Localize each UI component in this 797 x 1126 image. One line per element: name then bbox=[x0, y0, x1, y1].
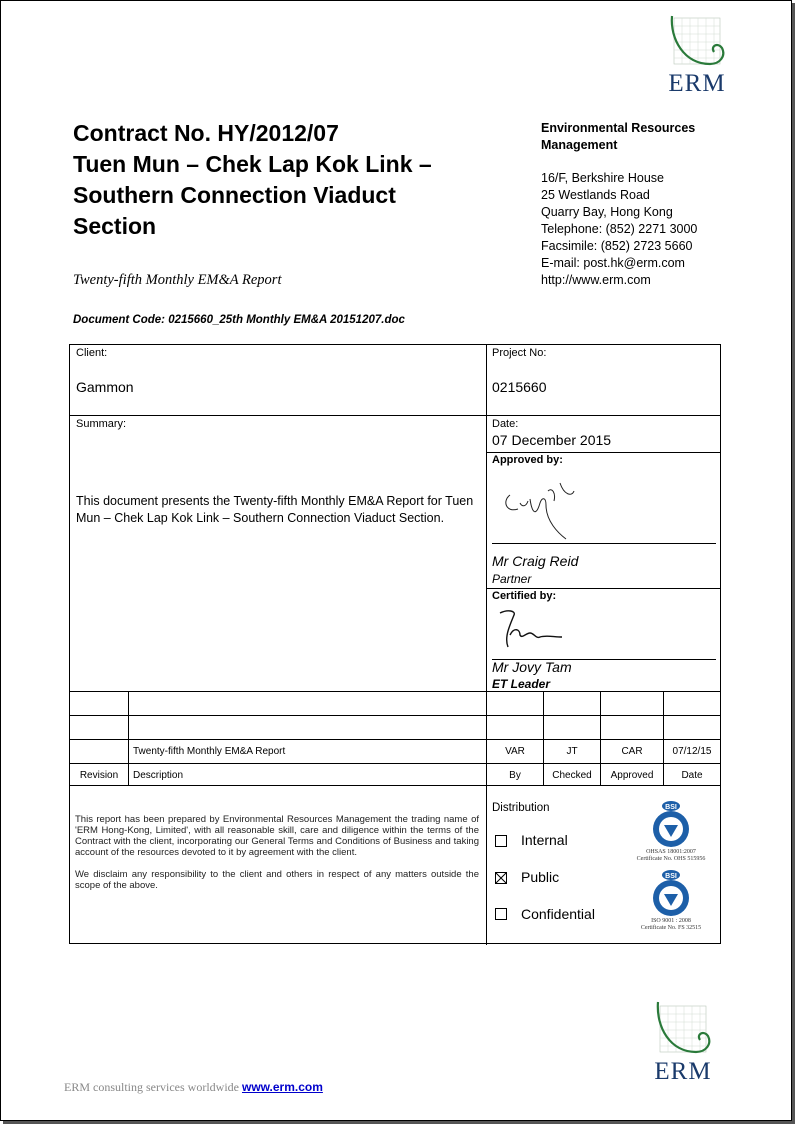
address-line: 16/F, Berkshire House bbox=[541, 171, 664, 185]
footer-text: ERM consulting services worldwide bbox=[64, 1080, 239, 1094]
revision-description: Twenty-fifth Monthly EM&A Report bbox=[133, 746, 286, 757]
checkmark-x-icon bbox=[496, 873, 506, 883]
certified-by-label: Certified by: bbox=[492, 590, 557, 602]
public-checkbox[interactable] bbox=[495, 872, 507, 884]
document-code: Document Code: 0215660_25th Monthly EM&A 20151207.doc bbox=[73, 314, 405, 326]
ohsas-certificate: Certificate No. OHS 515956 bbox=[636, 856, 706, 862]
report-title bbox=[73, 118, 432, 242]
iso-standard: ISO 9001 : 2008 bbox=[651, 918, 691, 924]
certifier-name: Mr Jovy Tam bbox=[492, 659, 572, 675]
bsi-ohsas-badge bbox=[636, 799, 706, 863]
internal-label: Internal bbox=[521, 832, 568, 848]
title-line: Section bbox=[73, 213, 157, 239]
divider bbox=[70, 785, 720, 786]
iso-certificate: Certificate No. FS 32515 bbox=[640, 925, 702, 931]
erm-fern-icon bbox=[662, 14, 732, 74]
header-by: By bbox=[509, 770, 521, 781]
erm-logo-top bbox=[662, 14, 732, 98]
client-label: Client: bbox=[76, 347, 108, 359]
address-line: Quarry Bay, Hong Kong bbox=[541, 205, 673, 219]
header-approved: Approved bbox=[610, 770, 654, 781]
public-label: Public bbox=[521, 869, 560, 885]
internal-checkbox[interactable] bbox=[495, 835, 507, 847]
distribution-label: Distribution bbox=[492, 802, 550, 814]
address-line: E-mail: post.hk@erm.com bbox=[541, 256, 685, 270]
header-description: Description bbox=[133, 770, 184, 781]
project-label: Project No: bbox=[492, 347, 547, 359]
ohsas-standard: OHSAS 18001:2007 bbox=[646, 849, 696, 855]
divider bbox=[492, 543, 716, 544]
confidential-label: Confidential bbox=[521, 906, 595, 922]
approver-role: Partner bbox=[492, 572, 532, 586]
revision-date: 07/12/15 bbox=[672, 746, 712, 757]
address-line: Facsimile: (852) 2723 5660 bbox=[541, 239, 693, 253]
divider bbox=[486, 345, 487, 691]
divider bbox=[70, 415, 720, 416]
bsi-text: BSI bbox=[665, 873, 677, 880]
confidential-checkbox[interactable] bbox=[495, 908, 507, 920]
certifier-signature bbox=[494, 603, 584, 655]
document-control-table bbox=[69, 344, 721, 944]
bsi-mark-icon bbox=[648, 868, 694, 918]
header-revision: Revision bbox=[79, 770, 119, 781]
title-line: Tuen Mun – Chek Lap Kok Link – bbox=[73, 151, 432, 177]
address-line: Telephone: (852) 2271 3000 bbox=[541, 222, 698, 236]
divider bbox=[486, 452, 720, 453]
date-value: 07 December 2015 bbox=[492, 432, 612, 448]
title-line: Southern Connection Viaduct bbox=[73, 182, 396, 208]
certifier-role: ET Leader bbox=[492, 677, 551, 691]
bsi-text: BSI bbox=[665, 804, 677, 811]
erm-logo-text: ERM bbox=[668, 70, 726, 97]
client-value: Gammon bbox=[76, 379, 134, 395]
revision-by: VAR bbox=[505, 746, 525, 757]
report-subtitle: Twenty-fifth Monthly EM&A Report bbox=[73, 272, 282, 288]
divider bbox=[70, 739, 720, 740]
divider bbox=[486, 691, 487, 945]
approver-name: Mr Craig Reid bbox=[492, 553, 579, 569]
divider bbox=[486, 588, 720, 589]
disclaimer-paragraph: This report has been prepared by Environmental Resources Management the trading name of 'ERM Hong-Kong, Limited', with all reasonable skill, care and diligence within the terms of the Contract with the client, incorporating our General Terms and Conditions of Business and taking account of the resources devoted to it by agreement with the client. bbox=[75, 814, 479, 858]
divider bbox=[70, 763, 720, 764]
erm-logo-text: ERM bbox=[654, 1058, 712, 1085]
erm-fern-icon bbox=[648, 1000, 718, 1062]
summary-text: This document presents the Twenty-fifth Monthly EM&A Report for Tuen Mun – Chek Lap Kok Link – Southern Connection Viaduct Section. bbox=[76, 494, 474, 525]
project-value: 0215660 bbox=[492, 379, 547, 395]
footer-link[interactable]: www.erm.com bbox=[241, 1080, 323, 1094]
divider bbox=[70, 715, 720, 716]
header-checked: Checked bbox=[552, 770, 592, 781]
company-address bbox=[541, 120, 721, 289]
title-line: Contract No. HY/2012/07 bbox=[73, 120, 339, 146]
summary-label: Summary: bbox=[76, 418, 127, 430]
disclaimer-paragraph: We disclaim any responsibility to the client and others in respect of any matters outside the scope of the above. bbox=[75, 869, 479, 891]
approved-by-label: Approved by: bbox=[492, 454, 563, 466]
bsi-mark-icon bbox=[648, 799, 694, 849]
revision-checked: JT bbox=[566, 746, 578, 757]
address-line: 25 Westlands Road bbox=[541, 188, 650, 202]
footer bbox=[64, 1080, 323, 1095]
address-line: http://www.erm.com bbox=[541, 273, 651, 287]
approver-signature bbox=[496, 473, 586, 543]
company-name: Environmental Resources Management bbox=[541, 121, 696, 152]
date-label: Date: bbox=[492, 418, 519, 430]
erm-logo-bottom bbox=[648, 1000, 718, 1086]
header-date: Date bbox=[681, 770, 703, 781]
divider bbox=[128, 691, 129, 785]
divider bbox=[70, 691, 720, 692]
revision-approved: CAR bbox=[621, 746, 643, 757]
bsi-iso-badge bbox=[636, 868, 706, 932]
